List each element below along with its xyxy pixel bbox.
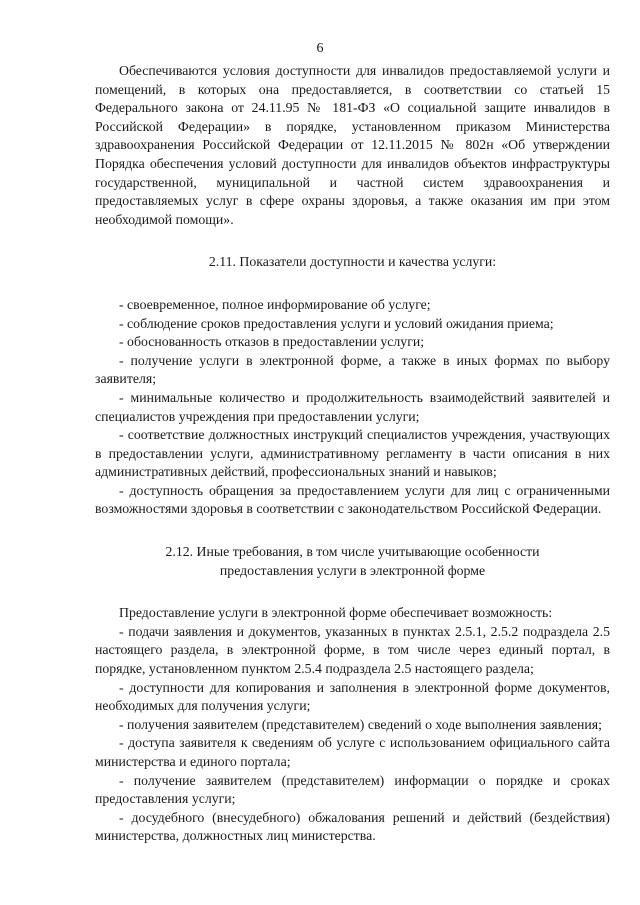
- list-item: - получение услуги в электронной форме, а также в иных формах по выбору заявителя;: [95, 352, 610, 387]
- section-2-12-lead: Предоставление услуги в электронной форме обеспечивает возможность:: [119, 605, 553, 621]
- list-item: - доступа заявителя к сведениям об услуге с использованием официального сайта министерства и единого портала;: [95, 735, 610, 769]
- list-item: - минимальные количество и продолжительность взаимодействий заявителей и специалистов учреждения при предоставлении услуги;: [95, 389, 610, 424]
- section-2-11-heading: 2.11. Показатели доступности и качества услуги:: [208, 254, 497, 270]
- list-item: - досудебного (внесудебного) обжалования решений и действий (бездействия) министерства, должностных лиц министерства.: [95, 809, 610, 844]
- page-content: [95, 62, 610, 846]
- list-item: - подачи заявления и документов, указанных в пунктах 2.5.1, 2.5.2 подраздела 2.5 настоящего раздела, в электронной форме, в том числе через единый портал, в порядке, установленном пунктом 2.5.4 подраздела 2.5 настоящего раздела;: [95, 623, 610, 677]
- section-2-12-heading: [95, 543, 610, 580]
- list-item: - своевременное, полное информирование об услуге;: [119, 296, 431, 312]
- list-item: - соблюдение сроков предоставления услуги и условий ожидания приема;: [119, 315, 554, 331]
- list-item: - соответствие должностных инструкций специалистов учреждения, участвующих в предоставлении услуги, административному регламенту в части описания в них административных действий, профессиональных знаний и навыков;: [95, 427, 610, 480]
- list-item: - получение заявителем (представителем) информации о порядке и сроках предоставления услуги;: [95, 772, 610, 807]
- section-2-12-list: [95, 623, 610, 846]
- list-item: - доступность обращения за предоставлением услуги для лиц с ограниченными возможностями здоровья в соответствии с законодательством Российской Федерации.: [95, 482, 610, 517]
- list-item: - доступности для копирования и заполнения в электронной форме документов, необходимых для получения услуги;: [95, 679, 610, 714]
- page-number: 6: [316, 41, 324, 56]
- list-item: - получения заявителем (представителем) сведений о ходе выполнения заявления;: [119, 716, 602, 732]
- list-item: - обоснованность отказов в предоставлении услуги;: [119, 334, 425, 350]
- intro-paragraph: Обеспечиваются условия доступности для инвалидов предоставляемой услуги и помещений, в которых она предоставляется, в соответствии со статьей 15 Федерального закона от 24.11.95 № 181-ФЗ «О социальной защите инвалидов в Российской Федерации» в порядке, установленном приказом Министерства здравоохранения Российской Федерации от 12.11.2015 № 802н «Об утверждении Порядка обеспечения условий доступности для инвалидов объектов инфраструктуры государственной, муниципальной и частной систем здравоохранения и предоставляемых услуг в сфере охраны здоровья, а также оказания им при этом необходимой помощи».: [95, 63, 610, 227]
- section-2-12-heading-line1: 2.12. Иные требования, в том числе учитывающие особенности: [165, 544, 540, 560]
- section-2-12-heading-line2: предоставления услуги в электронной форме: [219, 562, 486, 578]
- section-2-11-list: [95, 296, 610, 519]
